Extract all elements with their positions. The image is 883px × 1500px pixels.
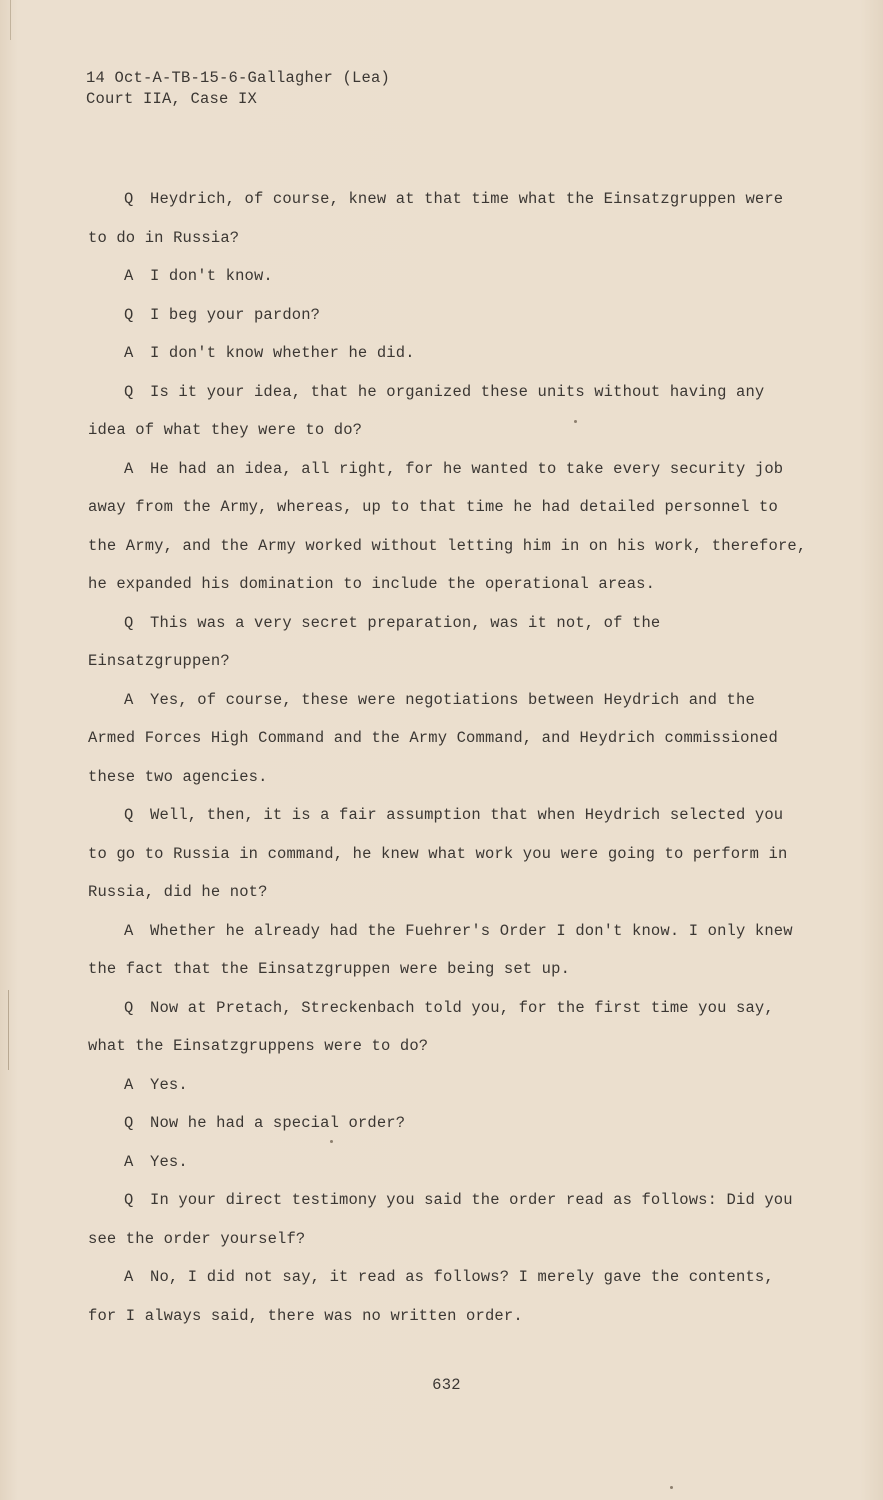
transcript-entry — [88, 912, 808, 989]
entry-text: Well, then, it is a fair assumption that when Heydrich selected you to go to Russia in command, he knew what work you were going to perform in Russia, did he not? — [88, 806, 788, 901]
entry-text: Yes. — [150, 1075, 188, 1094]
speaker-label: Q — [124, 305, 134, 324]
entry-text: I don't know. — [150, 267, 273, 285]
speaker-label: A — [124, 344, 134, 362]
speaker-label: Q — [124, 190, 134, 208]
speaker-label: Q — [124, 1191, 134, 1209]
entry-text: He had an idea, all right, for he wanted to take every security job away from the Army, whereas, up to that time he had detailed personnel to the Army, and the Army worked without letting him in on his work, therefore, he expanded his domination to include the operational areas. — [88, 459, 807, 593]
paper-edge-mark — [8, 990, 9, 1070]
transcript-entry — [88, 604, 808, 681]
paper-speck — [670, 1486, 673, 1489]
transcript-entry — [88, 1258, 808, 1335]
header-line-1: 14 Oct-A-TB-15-6-Gallagher (Lea) — [86, 69, 391, 87]
speaker-label: A — [124, 1075, 134, 1094]
transcript-entry — [88, 180, 808, 257]
entry-text: Is it your idea, that he organized these units without having any idea of what they were to do? — [88, 382, 765, 439]
entry-text: I beg your pardon? — [150, 305, 321, 324]
speaker-label: Q — [124, 806, 134, 824]
transcript-entry — [88, 450, 808, 604]
entry-text: Whether he already had the Fuehrer's Order I don't know. I only knew the fact that the Einsatzgruppen were being set up. — [88, 921, 793, 978]
transcript-entry — [88, 1104, 808, 1143]
page-number: 632 — [432, 1376, 461, 1394]
header-line-2: Court IIA, Case IX — [86, 90, 258, 108]
entry-text: I don't know whether he did. — [150, 344, 415, 362]
transcript-entry — [88, 681, 808, 797]
entry-text: In your direct testimony you said the order read as follows: Did you see the order yourself? — [88, 1191, 793, 1248]
transcript-entry — [88, 1143, 808, 1182]
document-header — [86, 68, 390, 110]
speaker-label: A — [124, 267, 134, 285]
transcript-entry — [88, 296, 808, 335]
transcript-entry — [88, 796, 808, 912]
speaker-label: Q — [124, 613, 134, 632]
transcript-entry — [88, 989, 808, 1066]
speaker-label: A — [124, 459, 134, 478]
transcript-body — [88, 180, 808, 1335]
paper-speck — [330, 1140, 333, 1143]
entry-text: Yes, of course, these were negotiations between Heydrich and the Armed Forces High Command and the Army Command, and Heydrich commissioned these two agencies. — [88, 690, 778, 786]
speaker-label: A — [124, 690, 134, 709]
speaker-label: Q — [124, 382, 134, 401]
entry-text: No, I did not say, it read as follows? I merely gave the contents, for I always said, there was no written order. — [88, 1268, 774, 1325]
speaker-label: A — [124, 1152, 134, 1171]
speaker-label: A — [124, 921, 134, 940]
transcript-entry — [88, 1181, 808, 1258]
transcript-entry — [88, 334, 808, 373]
paper-speck — [574, 420, 577, 423]
transcript-entry — [88, 257, 808, 296]
paper-edge-mark — [10, 0, 11, 40]
transcript-entry — [88, 373, 808, 450]
entry-text: Now at Pretach, Streckenbach told you, for the first time you say, what the Einsatzgruppens were to do? — [88, 998, 774, 1055]
entry-text: Heydrich, of course, knew at that time what the Einsatzgruppen were to do in Russia? — [88, 190, 784, 247]
speaker-label: Q — [124, 1114, 134, 1132]
speaker-label: Q — [124, 998, 134, 1017]
transcript-entry — [88, 1066, 808, 1105]
entry-text: Yes. — [150, 1152, 188, 1171]
speaker-label: A — [124, 1268, 134, 1286]
entry-text: This was a very secret preparation, was it not, of the Einsatzgruppen? — [88, 613, 661, 670]
entry-text: Now he had a special order? — [150, 1114, 406, 1132]
